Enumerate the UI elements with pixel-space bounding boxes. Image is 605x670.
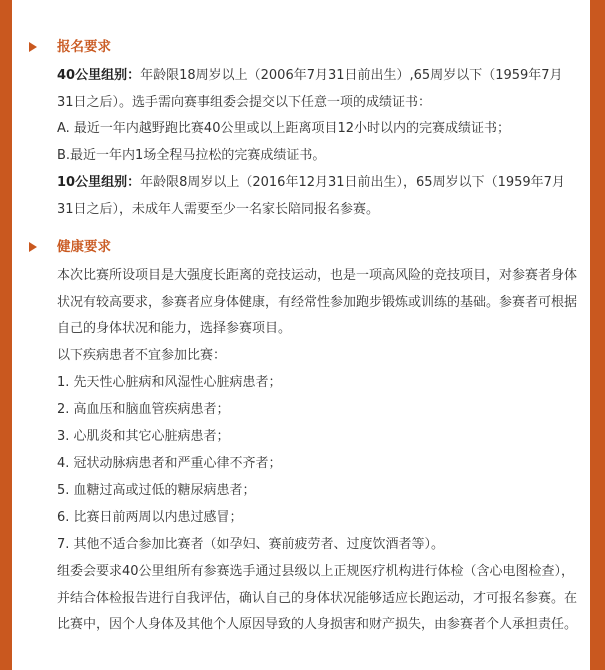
group40-paragraph <box>57 63 577 116</box>
disease-item-7: 7. 其他不适合参加比赛者（如孕妇、赛前疲劳者、过度饮酒者等）。 <box>57 537 445 552</box>
group10-paragraph <box>57 170 577 223</box>
triangle-bullet-icon <box>29 242 37 252</box>
disease-item-1: 1. 先天性心脏病和风湿性心脏病患者； <box>57 375 282 390</box>
content-card <box>12 0 590 670</box>
health-title: 健康要求 <box>57 239 111 255</box>
group40-label: 40公里组别： <box>57 68 141 83</box>
option-b-text: B.最近一年内1场全程马拉松的完赛成绩证书。 <box>57 148 326 163</box>
disease-item-2: 2. 高血压和脑血管疾病患者； <box>57 402 230 417</box>
health-closing: 组委会要求40公里组所有参赛选手通过县级以上正规医疗机构进行体检（含心电图检查），并结合体检报告进行自我评估，确认自己的身体状况能够适应长跑运动，才可报名参赛。在比赛中，因个人身体及其他个人原因导致的人身损害和财产损失，由参赛者个人承担责任。 <box>57 564 578 632</box>
health-intro: 本次比赛所设项目是大强度长距离的竞技运动，也是一项高风险的竞技项目，对参赛者身体状况有较高要求，参赛者应身体健康，有经常性参加跑步锻炼或训练的基础。参赛者可根据自己的身体状况和能力，选择参赛项目。 <box>57 268 578 336</box>
group10-text: 年龄限8周岁以上（2016年12月31日前出生），65周岁以下（1959年7月31日之后），未成年人需要至少一名家长陪同报名参赛。 <box>57 175 565 217</box>
disease-item-5: 5. 血糖过高或过低的糖尿病患者； <box>57 483 256 498</box>
group40-text: 年龄限18周岁以上（2006年7月31日前出生）,65周岁以下（1959年7月31日之后）。选手需向赛事组委会提交以下任意一项的成绩证书： <box>57 68 563 110</box>
health-section <box>12 236 590 260</box>
option-a-text: A. 最近一年内越野跑比赛40公里或以上距离项目12小时以内的完赛成绩证书； <box>57 121 511 136</box>
registration-title: 报名要求 <box>57 39 111 55</box>
registration-section <box>12 36 590 60</box>
disease-item-3: 3. 心肌炎和其它心脏病患者； <box>57 429 230 444</box>
disease-item-6: 6. 比赛日前两周以内患过感冒； <box>57 510 243 525</box>
registration-header <box>12 36 590 60</box>
group10-label: 10公里组别： <box>57 175 141 190</box>
disease-list-heading: 以下疾病患者不宜参加比赛： <box>57 348 227 363</box>
health-header <box>12 236 590 260</box>
disease-item-4: 4. 冠状动脉病患者和严重心律不齐者； <box>57 456 282 471</box>
triangle-bullet-icon <box>29 42 37 52</box>
